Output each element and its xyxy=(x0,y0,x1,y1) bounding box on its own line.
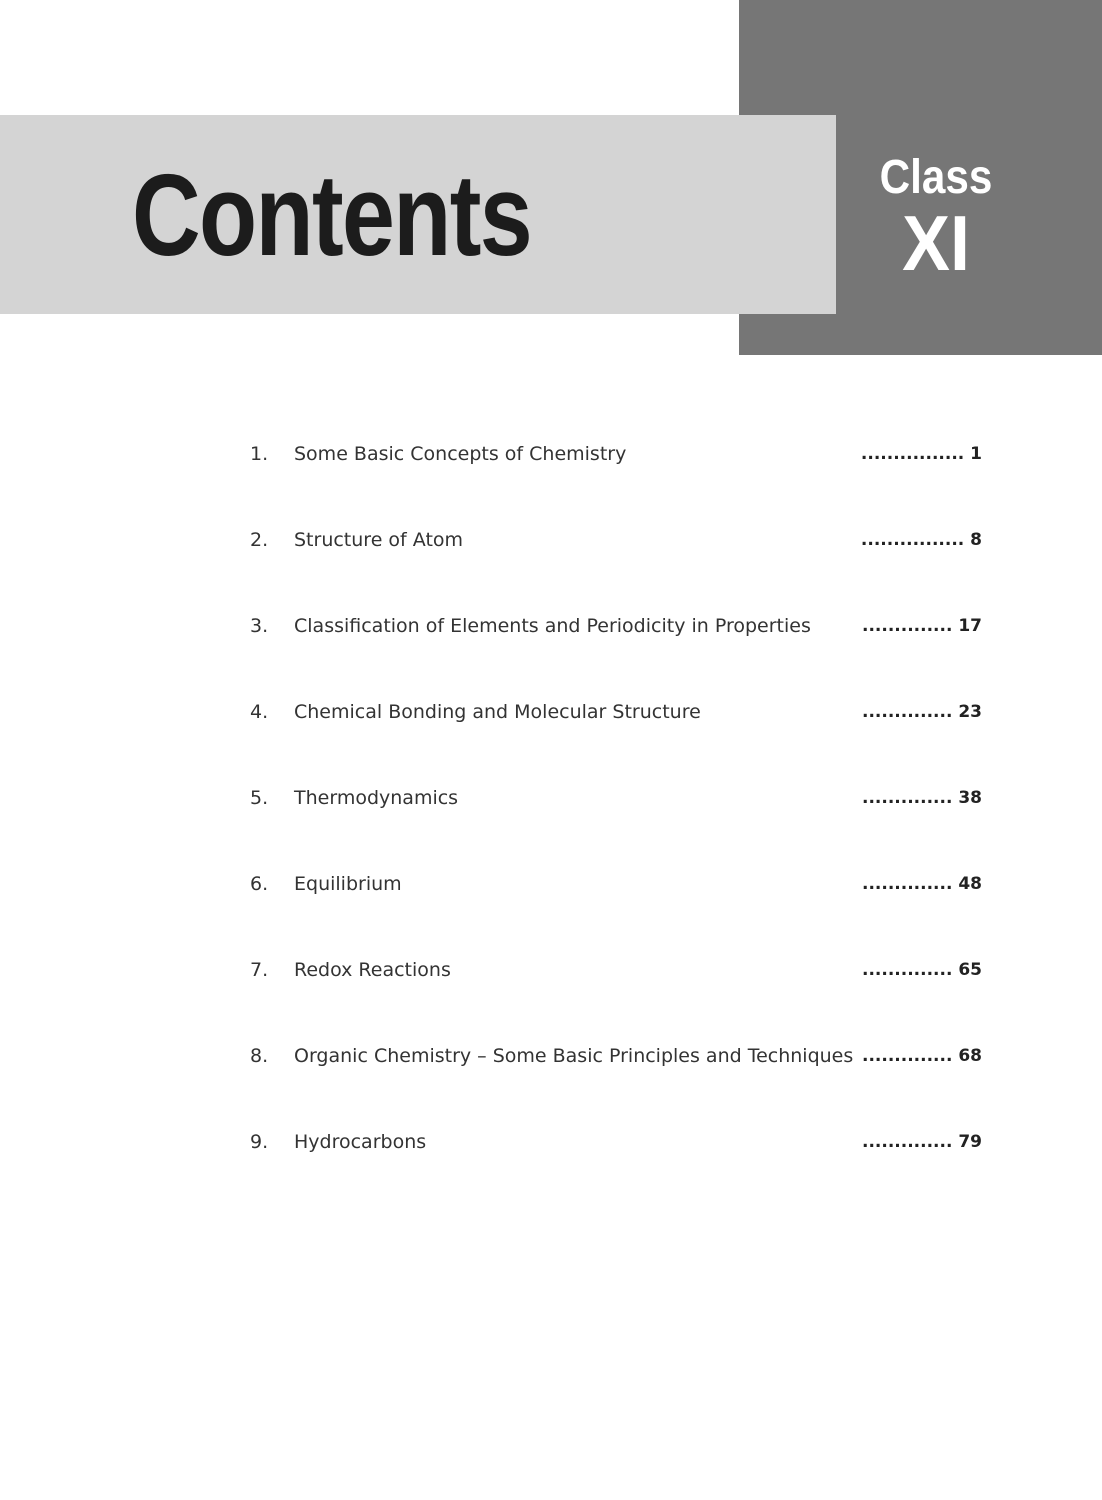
toc-chapter-number: 6. xyxy=(250,873,269,895)
toc-chapter-title: Hydrocarbons xyxy=(294,1131,427,1153)
toc-chapter-number: 3. xyxy=(250,615,269,637)
toc-chapter-number: 4. xyxy=(250,701,269,723)
toc-chapter-title: Structure of Atom xyxy=(294,529,464,551)
toc-chapter-number: 1. xyxy=(250,443,269,465)
class-word: Class xyxy=(879,151,993,204)
toc-row[interactable] xyxy=(250,1032,982,1118)
toc-row[interactable] xyxy=(250,1118,982,1204)
toc-row[interactable] xyxy=(250,688,982,774)
toc-row[interactable] xyxy=(250,946,982,1032)
toc-chapter-title: Thermodynamics xyxy=(294,787,459,809)
toc-row[interactable] xyxy=(250,774,982,860)
toc-chapter-title: Equilibrium xyxy=(294,873,402,895)
toc-chapter-title: Chemical Bonding and Molecular Structure xyxy=(294,701,701,723)
toc-chapter-number: 8. xyxy=(250,1045,269,1067)
toc-chapter-number: 2. xyxy=(250,529,269,551)
toc-chapter-number: 9. xyxy=(250,1131,269,1153)
toc-page-number: .............. 68 xyxy=(862,1046,982,1066)
toc-chapter-number: 5. xyxy=(250,787,269,809)
toc-page-number: ................ 1 xyxy=(860,444,982,464)
toc-row[interactable] xyxy=(250,602,982,688)
table-of-contents xyxy=(250,430,982,1204)
toc-row[interactable] xyxy=(250,516,982,602)
toc-page-number: .............. 65 xyxy=(862,960,982,980)
toc-page-number: ................ 8 xyxy=(860,530,982,550)
page-title: Contents xyxy=(132,150,532,280)
toc-row[interactable] xyxy=(250,860,982,946)
toc-row[interactable] xyxy=(250,430,982,516)
toc-page-number: .............. 48 xyxy=(862,874,982,894)
toc-chapter-number: 7. xyxy=(250,959,269,981)
toc-page-number: .............. 23 xyxy=(862,702,982,722)
toc-chapter-title: Classification of Elements and Periodicity in Properties xyxy=(294,615,811,637)
toc-page-number: .............. 79 xyxy=(862,1132,982,1152)
toc-page-number: .............. 38 xyxy=(862,788,982,808)
toc-chapter-title: Organic Chemistry – Some Basic Principles and Techniques xyxy=(294,1045,854,1067)
toc-page-number: .............. 17 xyxy=(862,616,982,636)
toc-chapter-title: Some Basic Concepts of Chemistry xyxy=(294,443,627,465)
class-number: XI xyxy=(902,199,970,287)
class-label xyxy=(836,150,1036,287)
toc-chapter-title: Redox Reactions xyxy=(294,959,451,981)
